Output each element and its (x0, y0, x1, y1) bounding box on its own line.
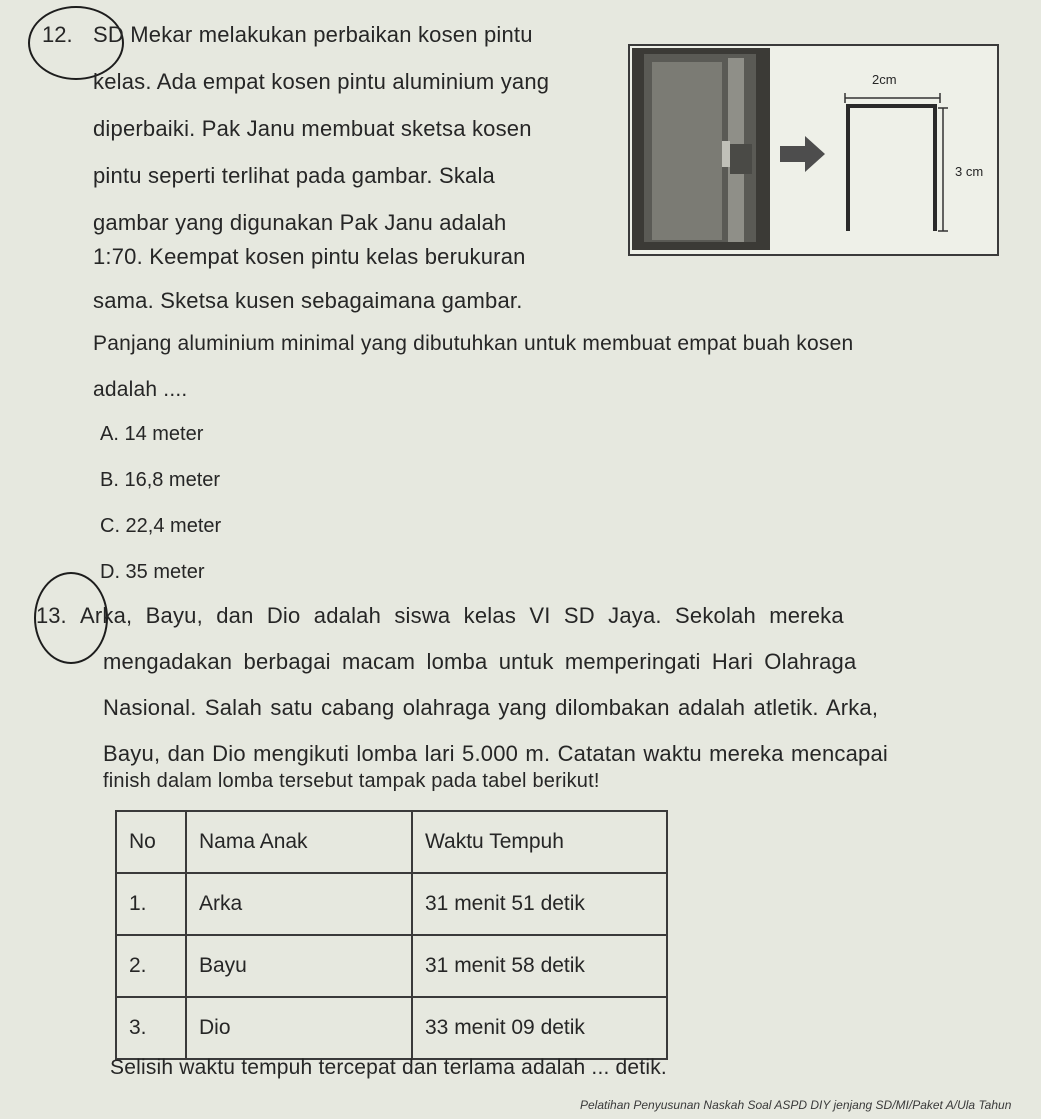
question-12-question-line-1: Panjang aluminium minimal yang dibutuhkan untuk membuat empat buah kosen (93, 332, 854, 355)
table-row (116, 873, 667, 935)
door-frame-illustration (630, 46, 997, 254)
table-row (116, 997, 667, 1059)
cell-no: 3. (116, 997, 186, 1059)
cell-name: Dio (186, 997, 412, 1059)
question-12-line-5: gambar yang digunakan Pak Janu adalah (93, 210, 507, 235)
question-12-question-line-2: adalah .... (93, 378, 188, 401)
question-12-line-7: sama. Sketsa kusen sebagaimana gambar. (93, 288, 523, 313)
question-13-line-2: mengadakan berbagai macam lomba untuk memperingati Hari Olahraga (103, 649, 857, 674)
question-13-number: 13. (36, 603, 67, 628)
question-13-line-3: Nasional. Salah satu cabang olahraga yang dilombakan adalah atletik. Arka, (103, 695, 879, 720)
race-results-table (115, 810, 668, 1060)
option-b[interactable]: B. 16,8 meter (100, 469, 221, 491)
right-arrow-icon (780, 136, 825, 172)
cell-time: 31 menit 58 detik (412, 935, 667, 997)
cell-no: 2. (116, 935, 186, 997)
cell-name: Bayu (186, 935, 412, 997)
cell-time: 31 menit 51 detik (412, 873, 667, 935)
door-photo-shadow (730, 144, 752, 174)
question-13-line-5: finish dalam lomba tersebut tampak pada tabel berikut! (103, 770, 600, 792)
door-frame-sketch (848, 106, 935, 231)
question-12-line-3: diperbaiki. Pak Janu membuat sketsa kosen (93, 116, 532, 141)
figure-height-label: 3 cm (955, 164, 984, 179)
question-13-line-1: Arka, Bayu, dan Dio adalah siswa kelas VI SD Jaya. Sekolah mereka (80, 603, 844, 628)
cell-name: Arka (186, 873, 412, 935)
option-a[interactable]: A. 14 meter (100, 423, 204, 445)
header-time: Waktu Tempuh (412, 811, 667, 873)
question-12-number: 12. (42, 22, 73, 47)
door-photo-panel (652, 62, 722, 240)
door-frame-figure (628, 44, 999, 256)
table-row (116, 935, 667, 997)
question-12-line-1: SD Mekar melakukan perbaikan kosen pintu (93, 22, 533, 47)
question-12-line-2: kelas. Ada empat kosen pintu aluminium yang (93, 69, 550, 94)
option-c[interactable]: C. 22,4 meter (100, 515, 222, 537)
question-12-line-4: pintu seperti terlihat pada gambar. Skala (93, 163, 495, 188)
question-13-question: Selisih waktu tempuh tercepat dan terlama adalah ... detik. (110, 1056, 667, 1079)
cell-no: 1. (116, 873, 186, 935)
figure-width-label: 2cm (872, 72, 897, 87)
question-13-line-4: Bayu, dan Dio mengikuti lomba lari 5.000 m. Catatan waktu mereka mencapai (103, 741, 888, 766)
cell-time: 33 menit 09 detik (412, 997, 667, 1059)
table-header-row (116, 811, 667, 873)
page-footer: Pelatihan Penyusunan Naskah Soal ASPD DIY jenjang SD/MI/Paket A/Ula Tahun (580, 1098, 1012, 1112)
option-d[interactable]: D. 35 meter (100, 561, 205, 583)
header-name: Nama Anak (186, 811, 412, 873)
header-no: No (116, 811, 186, 873)
question-12-line-6: 1:70. Keempat kosen pintu kelas berukuran (93, 244, 526, 269)
door-photo-handle (722, 141, 730, 167)
